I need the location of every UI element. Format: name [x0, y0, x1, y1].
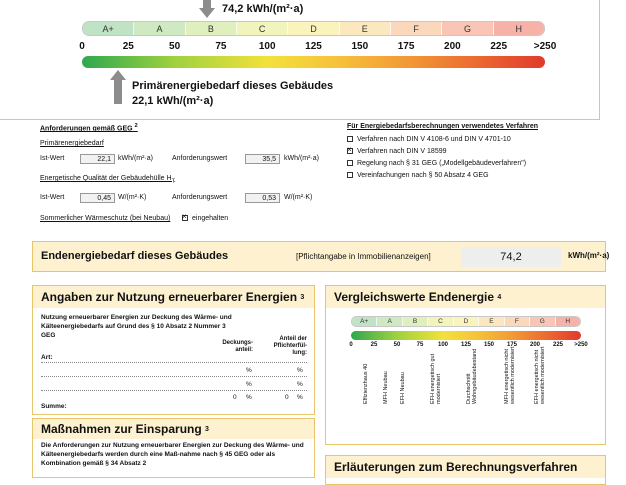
scale-tick: 225 — [552, 342, 563, 348]
building-type-label: MFH energetisch nicht wesentlich modernisiert — [504, 346, 516, 404]
energy-class-f: F — [391, 22, 442, 35]
scale-tick: 175 — [506, 342, 517, 348]
scale-tick: >250 — [574, 342, 588, 348]
energy-class-bar — [82, 21, 545, 36]
pct-1a: % — [246, 367, 252, 374]
explanation-panel — [325, 455, 606, 485]
col-deckung: Deckungs-anteil: — [222, 340, 253, 353]
summer-checkbox[interactable] — [182, 215, 188, 221]
envelope-anf-unit: W/(m²·K) — [284, 194, 313, 201]
sum-pflicht: 0 — [285, 394, 289, 401]
energy-scale-ticks — [79, 41, 557, 53]
renewables-panel — [32, 285, 315, 415]
col-pflicht: Anteil der Pflichterfül-lung: — [273, 336, 307, 356]
renewables-intro: Nutzung erneuerbarer Energien zur Deckung des Wärme- und Kälteenergiebedarfs auf Grund des § 10 Absatz 2 Nummer 3 GEG — [41, 314, 232, 339]
method-checkbox[interactable] — [347, 172, 353, 178]
energy-class-a: A — [377, 317, 402, 326]
ist-label: Ist-Wert — [40, 155, 65, 162]
arrow-down-icon — [199, 0, 215, 18]
envelope-ist-field: 0,45 — [80, 193, 115, 203]
method-label: Regelung nach § 31 GEG („Modellgebäudeverfahren") — [357, 160, 527, 167]
scale-tick: >250 — [533, 41, 557, 52]
energy-class-d: D — [454, 317, 479, 326]
scale-tick: 150 — [483, 342, 494, 348]
envelope-subscript: T — [171, 178, 176, 185]
anf-label-2: Anforderungswert — [172, 194, 228, 201]
scale-tick: 25 — [370, 342, 378, 348]
savings-panel — [32, 418, 315, 478]
energy-class-g: G — [442, 22, 493, 35]
scale-tick: 75 — [416, 342, 424, 348]
energy-class-b: B — [186, 22, 237, 35]
envelope-unit: W/(m²·K) — [118, 194, 147, 201]
col-art: Art: — [41, 354, 53, 361]
methods-section — [347, 123, 607, 184]
energy-class-d: D — [288, 22, 339, 35]
comparison-heading: Vergleichswerte Endenergie — [334, 290, 495, 304]
scale-tick: 0 — [79, 41, 85, 52]
scale-tick: 125 — [305, 41, 322, 52]
building-type-label: EFH energetisch gut modernisiert — [430, 353, 442, 404]
energy-class-g: G — [530, 317, 555, 326]
method-checkbox[interactable] — [347, 136, 353, 142]
bottom-arrow-value: 22,1 kWh/(m²·a) — [132, 95, 214, 107]
scale-tick: 200 — [529, 342, 540, 348]
renewables-heading: Angaben zur Nutzung erneuerbarer Energien — [41, 290, 298, 304]
energy-class-h: H — [494, 22, 544, 35]
scale-tick: 25 — [122, 41, 134, 52]
scale-tick: 175 — [397, 41, 415, 52]
scale-tick: 0 — [349, 342, 353, 348]
endenergie-label: Endenergiebedarf dieses Gebäudes — [41, 250, 229, 262]
anf-label: Anforderungswert — [172, 155, 228, 162]
savings-text: Die Anforderungen zur Nutzung erneuerbarer Energien zur Deckung des Wärme- und Kälteenergiebedarfs werden durch eine Maß-nahme nach § 45 GEG oder als Kombination gemäß § 34 Absatz 2 — [41, 442, 304, 467]
building-type-label: Durchschnitt Wohngebäudebestand — [466, 348, 478, 404]
sum-deckung: 0 — [233, 394, 237, 401]
energy-class-a: A — [134, 22, 185, 35]
scale-tick: 75 — [215, 41, 227, 52]
primary-label: Primärenergiebedarf — [40, 140, 104, 147]
bottom-arrow-label: Primärenergiebedarf dieses Gebäudes — [132, 80, 334, 92]
building-type-label: Effizienzhaus 40 — [363, 363, 369, 404]
footnote-marker-3b: 3 — [205, 425, 209, 433]
energy-class-f: F — [505, 317, 530, 326]
pct-sum-a: % — [246, 394, 252, 401]
method-item — [347, 160, 607, 167]
method-label: Verfahren nach DIN V 18599 — [357, 148, 447, 155]
endenergie-value: 74,2 — [461, 247, 561, 267]
building-type-labels — [326, 286, 607, 446]
method-item — [347, 136, 607, 143]
summer-label: Sommerlicher Wärmeschutz (bei Neubau) — [40, 215, 171, 222]
arrow-up-icon — [110, 70, 126, 104]
requirements-heading: Anforderungen gemäß GEG — [40, 125, 133, 133]
scale-tick: 50 — [169, 41, 181, 52]
method-checkbox[interactable] — [347, 160, 353, 166]
scale-tick: 100 — [258, 41, 276, 52]
envelope-label: Energetische Qualität der Gebäudehülle H — [40, 175, 172, 182]
energy-class-h: H — [556, 317, 580, 326]
method-item — [347, 172, 607, 179]
footnote-marker-3: 3 — [300, 293, 305, 301]
footnote-marker-4: 4 — [497, 293, 502, 301]
sum-label: Summe: — [41, 403, 67, 410]
pct-2b: % — [297, 381, 303, 388]
energy-class-e: E — [479, 317, 504, 326]
energy-class-b: B — [403, 317, 428, 326]
scale-tick: 225 — [490, 41, 508, 52]
endenergie-unit: kWh/(m²·a) — [568, 251, 610, 260]
energy-class-e: E — [340, 22, 391, 35]
pct-sum-b: % — [297, 394, 303, 401]
footnote-marker: 2 — [134, 123, 138, 129]
energy-class-aplus: A+ — [83, 22, 134, 35]
energy-class-aplus: A+ — [352, 317, 377, 326]
comparison-panel — [325, 285, 606, 445]
requirements-section — [40, 123, 330, 233]
scale-tick: 50 — [393, 342, 401, 348]
primary-ist-field: 22,1 — [80, 154, 115, 164]
scale-tick: 100 — [437, 342, 448, 348]
summer-value: eingehalten — [192, 215, 229, 222]
scale-tick: 125 — [460, 342, 471, 348]
pct-1b: % — [297, 367, 303, 374]
method-label: Verfahren nach DIN V 4108-6 und DIN V 4701-10 — [357, 136, 511, 143]
building-type-label: EFH energetisch nicht wesentlich modernisiert — [534, 346, 546, 404]
energy-class-c: C — [237, 22, 288, 35]
methods-heading: Für Energiebedarfsberechnungen verwendetes Verfahren — [347, 123, 539, 130]
envelope-anf-field: 0,53 — [245, 193, 280, 203]
explanation-heading: Erläuterungen zum Berechnungsverfahren — [334, 460, 578, 474]
building-type-label: EFH Neubau — [400, 372, 406, 404]
methods-list — [347, 136, 607, 179]
endenergie-panel — [32, 241, 610, 272]
primary-anf-unit: kWh/(m²·a) — [284, 155, 319, 162]
savings-heading: Maßnahmen zur Einsparung — [41, 422, 202, 436]
primary-anf-field: 35,5 — [245, 154, 280, 164]
scale-tick: 150 — [351, 41, 369, 52]
scale-tick: 200 — [444, 41, 461, 52]
energy-gradient-bar — [82, 56, 545, 68]
method-checkbox[interactable] — [347, 148, 353, 154]
ist-label-2: Ist-Wert — [40, 194, 65, 201]
building-type-label: MFH Neubau — [383, 371, 389, 404]
method-label: Vereinfachungen nach § 50 Absatz 4 GEG — [357, 172, 489, 179]
primary-unit: kWh/(m²·a) — [118, 155, 153, 162]
energy-class-c: C — [428, 317, 453, 326]
pct-2a: % — [246, 381, 252, 388]
endenergie-note: [Pflichtangabe in Immobilienanzeigen] — [296, 252, 431, 261]
top-arrow-value: 74,2 kWh/(m²·a) — [222, 3, 304, 15]
method-item — [347, 148, 607, 155]
